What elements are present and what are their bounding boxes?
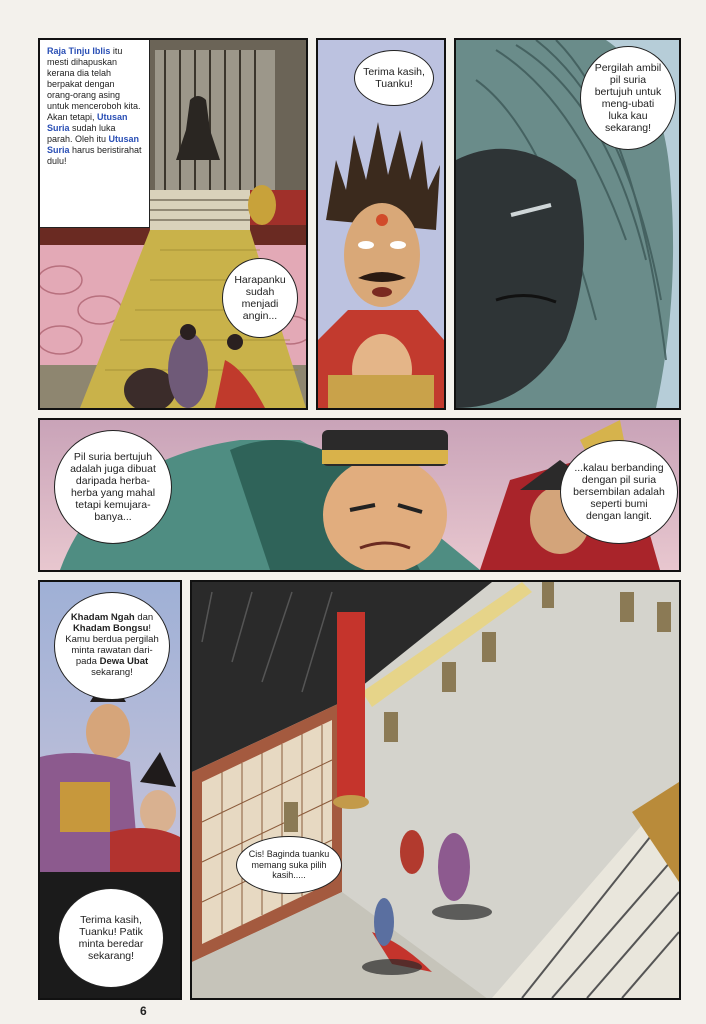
name-dewa-ubat: Dewa Ubat	[99, 655, 149, 667]
narration-text-3: harus beristirahat dulu!	[47, 144, 142, 166]
speech-text-servants-thanks: Terima kasih, Tuanku! Patik minta beredar sekarang!	[78, 913, 144, 963]
thought-text-hope: Harapanku sudah menjadi angin...	[234, 273, 286, 323]
panel-stern-king	[454, 38, 681, 410]
thought-text-pill-seven: Pil suria bertujuh adalah juga dibuat daripada herba-herba yang mahal tetapi kemujara-banya...	[70, 450, 156, 524]
name-khadam-ngah: Khadam Ngah	[70, 612, 135, 624]
speech-bubble-servants-order	[54, 592, 170, 700]
panel-courtyard	[190, 580, 681, 1000]
speech-bubble-order-pill	[580, 46, 676, 150]
name-utusan-suria-2: Utusan Suria	[47, 133, 140, 155]
speech-bubble-thanks	[354, 50, 434, 106]
name-utusan-suria-1: Utusan Suria	[47, 111, 128, 133]
narration-text-1: itu mesti dihapuskan kerana dia telah berpakat dengan orang-orang asing untuk menceroboh kita. Akan tetapi,	[47, 46, 141, 122]
speech-bubble-servants-thanks	[58, 888, 164, 988]
speech-text-end: sekarang!	[91, 666, 133, 678]
panel-praying-man	[316, 38, 446, 410]
speech-text-order-pill: Pergilah ambil pil suria bertujuh untuk meng-ubati luka kau sekarang!	[594, 61, 662, 135]
thought-text-favoritism: Cis! Baginda tuanku memang suka pilih kasih.....	[248, 849, 330, 881]
thought-bubble-hope	[222, 258, 298, 338]
narration-box-king	[40, 40, 150, 228]
speech-text-mid: ! Kamu berdua pergilah minta rawatan dari-pada	[65, 623, 159, 667]
panel-throne-hall	[38, 38, 308, 410]
name-khadam-bongsu: Khadam Bongsu	[72, 623, 149, 635]
thought-bubble-pill-seven	[54, 430, 172, 544]
speech-text-thanks: Terima kasih, Tuanku!	[363, 65, 425, 90]
name-raja-tinju-iblis: Raja Tinju Iblis	[47, 46, 111, 56]
speech-text-servants-order	[65, 613, 159, 679]
panel-two-courtiers	[38, 418, 681, 572]
panel-two-servants	[38, 580, 182, 1000]
thought-bubble-pill-nine	[560, 440, 678, 544]
courtyard-illustration	[192, 582, 679, 998]
thought-bubble-favoritism	[236, 836, 342, 894]
speech-word-and: dan	[134, 612, 154, 624]
page-number: 6	[140, 1004, 147, 1018]
narration-text-2: sudah luka parah. Oleh itu	[47, 122, 116, 144]
thought-text-pill-nine: ...kalau berbanding dengan pil suria bersembilan adalah seperti bumi dengan langit.	[573, 461, 665, 523]
